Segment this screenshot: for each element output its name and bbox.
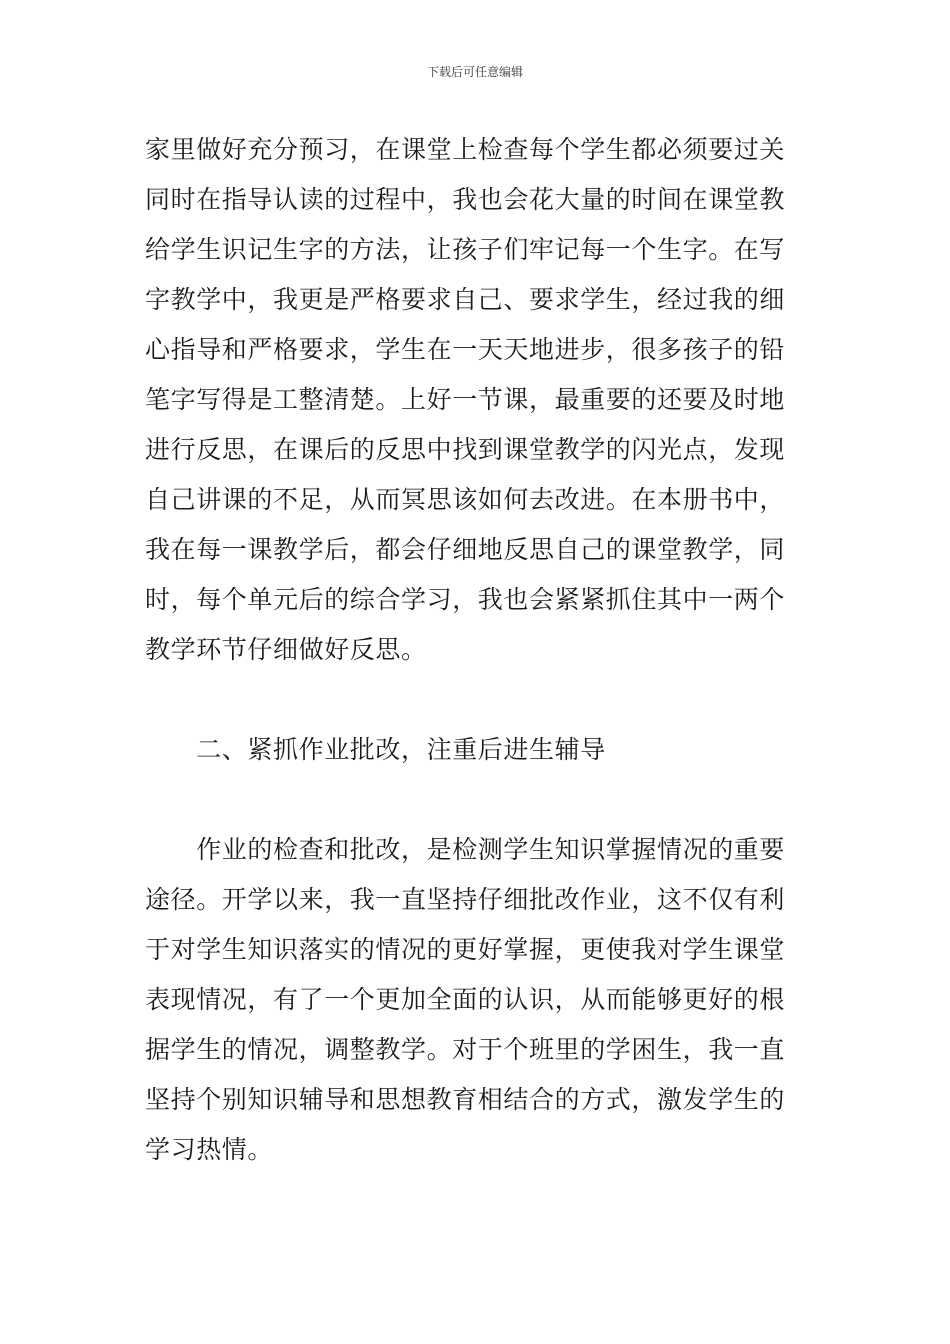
text-line: 自己讲课的不足，从而冥思该如何去改进。在本册书中， [145, 485, 786, 514]
text-line: 坚持个别知识辅导和思想教育相结合的方式，激发学生的 [145, 1085, 786, 1114]
text-line: 作业的检查和批改，是检测学生知识掌握情况的重要 [145, 835, 786, 864]
text-line: 心指导和严格要求，学生在一天天地进步，很多孩子的铅 [145, 335, 786, 364]
text-line: 同时在指导认读的过程中，我也会花大量的时间在课堂教 [145, 185, 786, 214]
page-header: 下载后可任意编辑 [426, 65, 523, 79]
text-line: 字教学中，我更是严格要求自己、要求学生，经过我的细 [145, 285, 786, 314]
section-heading: 二、紧抓作业批改，注重后进生辅导 [145, 735, 606, 764]
text-line: 教学环节仔细做好反思。 [145, 635, 427, 664]
paragraph-1 [145, 125, 815, 675]
text-line: 家里做好充分预习，在课堂上检查每个学生都必须要过关 [145, 135, 786, 164]
paragraph-2 [145, 825, 815, 1175]
text-line: 时，每个单元后的综合学习，我也会紧紧抓住其中一两个 [145, 585, 786, 614]
text-line: 给学生识记生字的方法，让孩子们牢记每一个生字。在写 [145, 235, 786, 264]
text-line: 于对学生知识落实的情况的更好掌握，更使我对学生课堂 [145, 935, 786, 964]
text-line: 笔字写得是工整清楚。上好一节课，最重要的还要及时地 [145, 385, 786, 414]
paragraph-gap [145, 775, 815, 825]
text-line: 我在每一课教学后，都会仔细地反思自己的课堂教学，同 [145, 535, 786, 564]
document-body [145, 125, 815, 1175]
text-line: 据学生的情况，调整教学。对于个班里的学困生，我一直 [145, 1035, 786, 1064]
text-line: 进行反思，在课后的反思中找到课堂教学的闪光点，发现 [145, 435, 786, 464]
text-line: 途径。开学以来，我一直坚持仔细批改作业，这不仅有利 [145, 885, 786, 914]
text-line: 表现情况，有了一个更加全面的认识，从而能够更好的根 [145, 985, 786, 1014]
text-line: 学习热情。 [145, 1135, 274, 1164]
paragraph-gap [145, 675, 815, 725]
